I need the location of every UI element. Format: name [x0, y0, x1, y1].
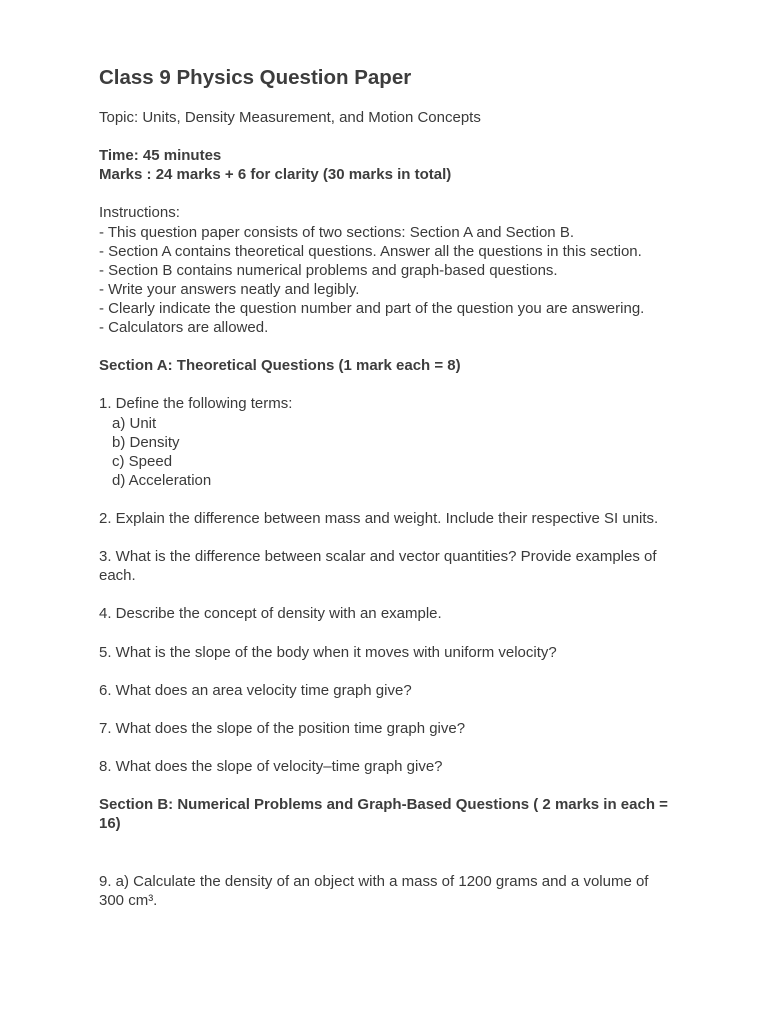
instruction-item: - Clearly indicate the question number and part of the question you are answering. [99, 299, 645, 317]
document-title: Class 9 Physics Question Paper [99, 66, 412, 89]
section-a-heading: Section A: Theoretical Questions (1 mark each = 8) [99, 357, 461, 375]
question-5: 5. What is the slope of the body when it moves with uniform velocity? [99, 643, 557, 661]
question-part: a) Unit [112, 414, 157, 432]
instruction-item: - Calculators are allowed. [99, 319, 269, 337]
question-7: 7. What does the slope of the position time graph give? [99, 720, 466, 737]
question-3: 3. What is the difference between scalar and vector quantities? Provide examples of each. [99, 548, 661, 585]
question-2: 2. Explain the difference between mass and weight. Include their respective SI units. [99, 509, 659, 527]
instructions-block [99, 203, 669, 337]
instructions-heading: Instructions: [99, 204, 180, 222]
question-4: 4. Describe the concept of density with an example. [99, 605, 442, 623]
instruction-item: - Section A contains theoretical questions. Answer all the questions in this section. [99, 242, 642, 260]
question-1 [99, 394, 669, 489]
question-text: 1. Define the following terms: [99, 395, 293, 413]
question-6: 6. What does an area velocity time graph give? [99, 681, 412, 699]
instruction-item: - Section B contains numerical problems and graph-based questions. [99, 261, 558, 279]
question-part: b) Density [112, 433, 180, 451]
question-part: d) Acceleration [112, 471, 212, 489]
instruction-item: - This question paper consists of two sections: Section A and Section B. [99, 223, 574, 241]
question-9: 9. a) Calculate the density of an object with a mass of 1200 grams and a volume of 300 cm³. [99, 872, 653, 909]
topic-line: Topic: Units, Density Measurement, and Motion Concepts [99, 109, 481, 126]
section-b-heading: Section B: Numerical Problems and Graph-Based Questions ( 2 marks in each = 16) [99, 796, 673, 833]
question-8: 8. What does the slope of velocity–time graph give? [99, 758, 443, 776]
marks-line: Marks : 24 marks + 6 for clarity (30 marks in total) [99, 166, 452, 184]
instruction-item: - Write your answers neatly and legibly. [99, 280, 360, 298]
question-part: c) Speed [112, 452, 173, 470]
time-line: Time: 45 minutes [99, 147, 222, 165]
